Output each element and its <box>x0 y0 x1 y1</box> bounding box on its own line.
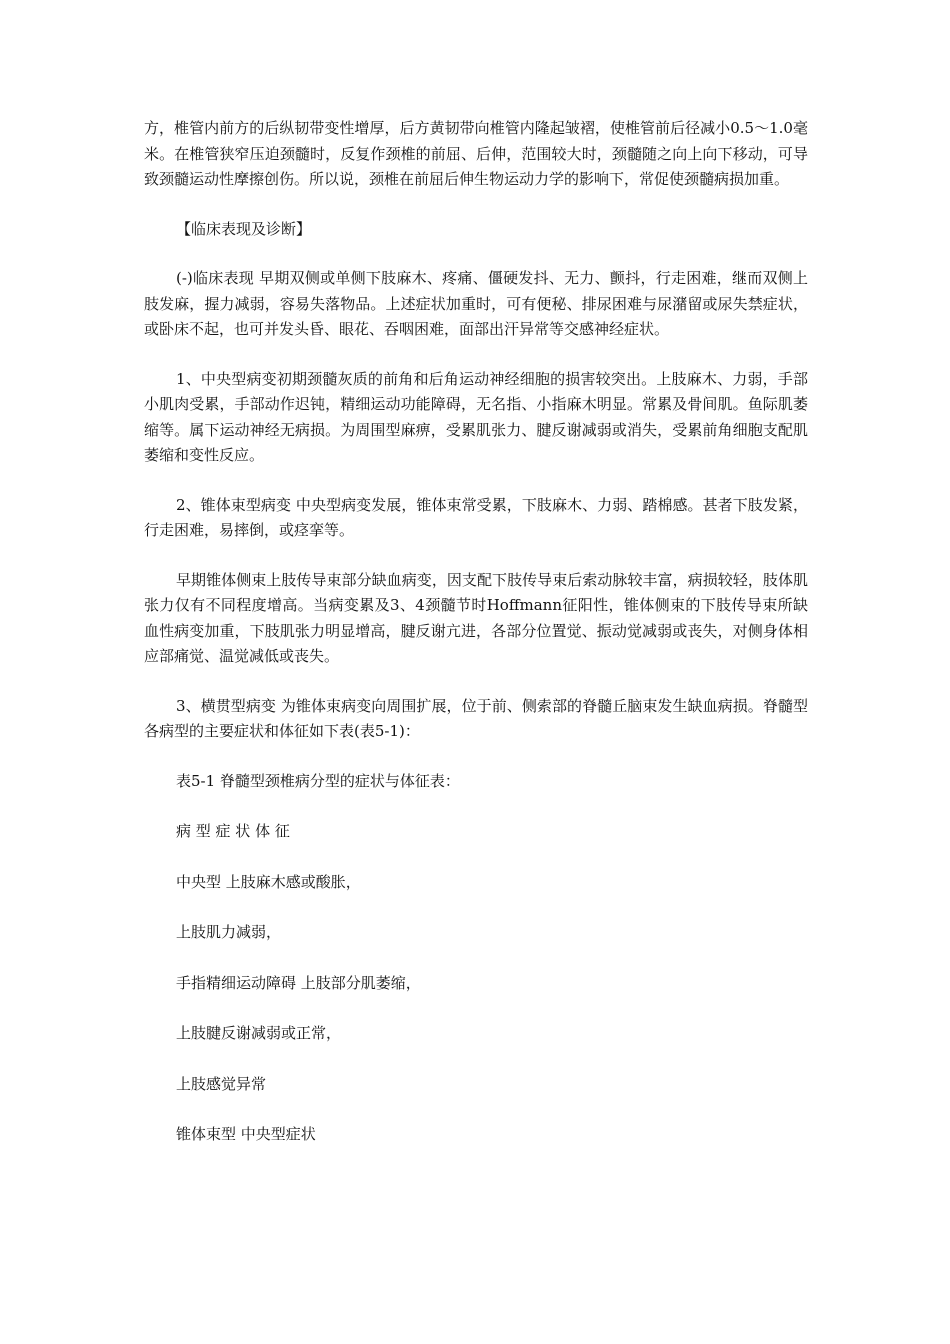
section-heading: 【临床表现及诊断】 <box>176 219 312 238</box>
document-page <box>144 116 808 1148</box>
table-line: 中央型 上肢麻木感或酸胀， <box>176 872 361 891</box>
paragraph-clinical-presentation: (-)临床表现 早期双侧或单侧下肢麻木、疼痛、僵硬发抖、无力、颤抖，行走困难，继而双侧上肢发麻，握力减弱，容易失落物品。上述症状加重时，可有便秘、排尿困难与尿潴留或尿失禁症状，或卧床不起，也可并发头昏、眼花、吞咽困难，面部出汗异常等交感神经症状。 <box>144 269 808 338</box>
paragraph-central-type: 1、中央型病变初期颈髓灰质的前角和后角运动神经细胞的损害较突出。上肢麻木、力弱，手部小肌肉受累，手部动作迟钝，精细运动功能障碍，无名指、小指麻木明显。常累及骨间肌。鱼际肌萎缩等。属下运动神经无病损。为周围型麻痹，受累肌张力、腱反谢减弱或消失，受累前角细胞支配肌萎缩和变性反应。 <box>144 369 808 464</box>
table-line: 上肢感觉异常 <box>176 1074 267 1093</box>
paragraph-pyramidal-type: 2、锥体束型病变 中央型病变发展，锥体束常受累，下肢麻木、力弱、踏棉感。甚者下肢发紧，行走困难，易摔倒，或痉挛等。 <box>144 495 808 539</box>
table-line: 上肢肌力减弱， <box>176 923 282 941</box>
paragraph-transverse-type: 3、横贯型病变 为锥体束病变向周围扩展，位于前、侧索部的脊髓丘脑束发生缺血病损。脊髓型各病型的主要症状和体征如下表(表5-1)： <box>144 696 808 740</box>
table-line: 锥体束型 中央型症状 <box>176 1125 316 1143</box>
paragraph-continuation: 方，椎管内前方的后纵韧带变性增厚，后方黄韧带向椎管内隆起皱褶，使椎管前后径减小0.5～1.0毫米。在椎管狭窄压迫颈髓时，反复作颈椎的前屈、后伸，范围较大时，颈髓随之向上向下移动，可导致颈髓运动性摩擦创伤。所以说，颈椎在前屈后伸生物运动力学的影响下，常促使颈髓病损加重。 <box>144 119 808 188</box>
table-caption: 表5-1 脊髓型颈椎病分型的症状与体征表： <box>176 771 460 790</box>
table-line: 手指精细运动障碍 上肢部分肌萎缩， <box>176 973 421 992</box>
table-line: 上肢腱反谢减弱或正常， <box>176 1024 342 1042</box>
paragraph-early-pyramidal: 早期锥体侧束上肢传导束部分缺血病变，因支配下肢传导束后索动脉较丰富，病损较轻，肢体肌张力仅有不同程度增高。当病变累及3、4颈髓节时Hoffmann征阳性，锥体侧束的下肢传导束所缺血性病变加重，下肢肌张力明显增高，腱反谢亢进，各部分位置觉、振动觉减弱或丧失，对侧身体相应部痛觉、温觉减低或丧失。 <box>144 570 808 665</box>
table-header-line: 病 型 症 状 体 征 <box>176 822 290 840</box>
